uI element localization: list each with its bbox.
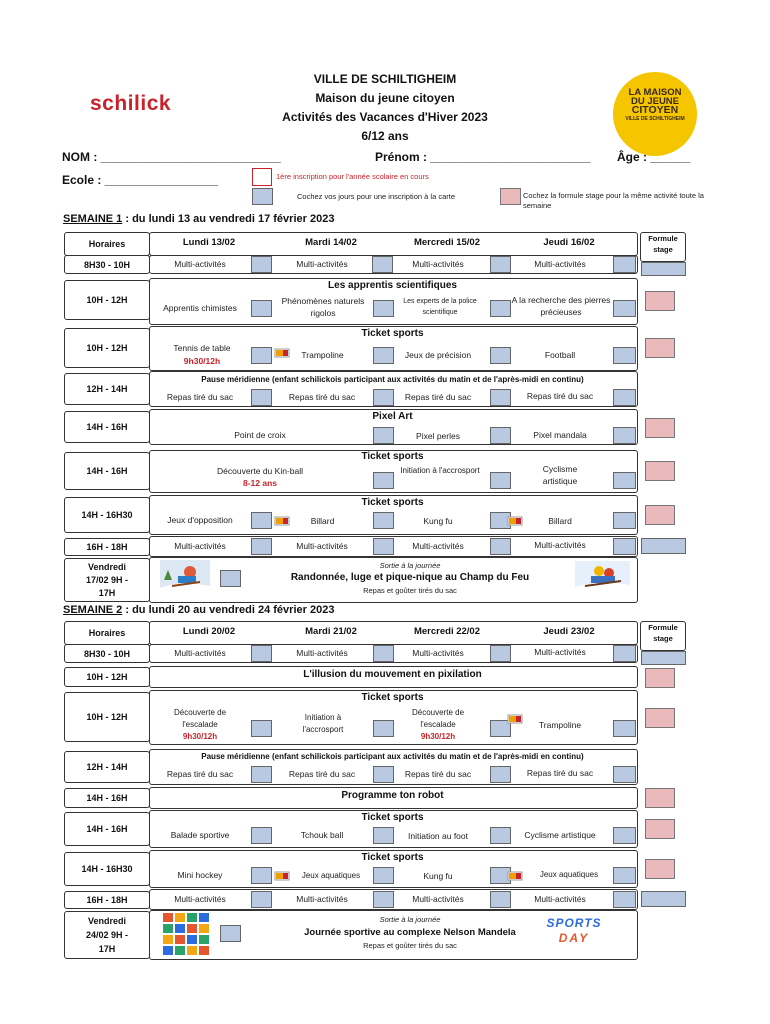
w1-r8-time: 16H - 18H: [64, 538, 150, 556]
w2-r6-title: Ticket sports: [361, 812, 424, 823]
w1-r9-time: Vendredi 17/02 9H - 17H: [64, 558, 150, 602]
w2-day-2: Mardi 21/02: [305, 626, 357, 637]
w1-r3-c1-time: 9h30/12h: [183, 356, 221, 366]
w2-r9-kicker: Sortie à la journée: [379, 915, 441, 924]
w1-r1-check-4[interactable]: [613, 256, 636, 273]
w1-r5-stage[interactable]: [645, 418, 675, 438]
w2-r4-c2: Repas tiré du sac: [288, 769, 356, 779]
w2-r5-time: 14H - 16H: [64, 788, 150, 808]
w1-r6-title: Ticket sports: [361, 451, 424, 462]
w1-r3-title: Ticket sports: [361, 328, 424, 339]
w1-r2-c2: Phénomènes naturels rigolos: [281, 296, 365, 318]
sled-kids-picture: [575, 561, 630, 597]
w1-r7-time: 14H - 16H30: [64, 497, 150, 533]
w1-r3-check-1[interactable]: [251, 347, 272, 364]
w2-r1-check-1[interactable]: [251, 645, 272, 662]
w2-r3-check-1[interactable]: [251, 720, 272, 737]
ticket-icon: [507, 868, 523, 878]
w1-r4-time: 12H - 14H: [64, 373, 150, 405]
w1-day-4: Jeudi 16/02: [543, 237, 595, 248]
w1-r1-c2: Multi-activités: [296, 259, 348, 269]
w1-r6-c1-age: 8-12 ans: [242, 478, 278, 488]
w1-r3-check-3[interactable]: [490, 347, 511, 364]
w1-r6-check-4[interactable]: [613, 472, 636, 489]
w1-r4-check-3[interactable]: [490, 389, 511, 406]
w1-r9-kicker: Sortie à la journée: [379, 561, 441, 570]
ticket-icon: [274, 868, 290, 878]
w2-r3-c3-time: 9h30/12h: [420, 732, 456, 741]
ages-title: 6/12 ans: [361, 129, 409, 143]
w1-r9-title: Randonnée, luge et pique-nique au Champ du Feu: [290, 572, 530, 583]
w2-r1-c4: Multi-activités: [534, 647, 586, 657]
w2-r1-c1: Multi-activités: [174, 648, 226, 658]
w1-r7-c1: Jeux d'opposition: [167, 515, 233, 525]
w2-r4-title: Pause méridienne (enfant schilickois participant aux activités du matin et de l'après-midi en continu): [201, 752, 584, 761]
w2-r5-title: Programme ton robot: [341, 790, 444, 801]
w2-r1-c2: Multi-activités: [296, 648, 348, 658]
w1-r8-c3: Multi-activités: [412, 541, 464, 551]
w1-r5-title: Pixel Art: [372, 411, 413, 422]
w1-r3-time: 10H - 12H: [64, 328, 150, 368]
w1-formule-head: Formule stage: [640, 232, 686, 262]
w1-r4-check-1[interactable]: [251, 389, 272, 406]
w2-r3-check-4[interactable]: [613, 720, 636, 737]
w2-r9-time: Vendredi 24/02 9H - 17H: [64, 911, 150, 959]
w1-r3-check-4[interactable]: [613, 347, 636, 364]
w1-r4-c3: Repas tiré du sac: [404, 392, 472, 402]
w1-r3-stage[interactable]: [645, 338, 675, 358]
legend-pink-swatch: [500, 188, 521, 205]
w2-r6-c1: Balade sportive: [170, 830, 230, 840]
ecole-field[interactable]: Ecole : _________________: [62, 173, 219, 187]
w2-r7-check-1[interactable]: [251, 867, 272, 884]
w2-formule-head: Formule stage: [640, 621, 686, 651]
w1-r2-stage[interactable]: [645, 291, 675, 311]
w1-r3-c3: Jeux de précision: [404, 350, 472, 360]
w2-r3-c2: Initiation à l'accrosport: [302, 713, 344, 734]
w2-r8-time: 16H - 18H: [64, 891, 150, 909]
w1-r1-c4: Multi-activités: [534, 259, 586, 269]
mjc-logo: LA MAISON DU JEUNE CITOYEN VILLE DE SCHILTIGHEIM: [613, 72, 697, 156]
w2-r4-time: 12H - 14H: [64, 751, 150, 783]
w1-r6-time: 14H - 16H: [64, 452, 150, 490]
w1-r6-check-3[interactable]: [490, 472, 511, 489]
w1-r1-c3: Multi-activités: [412, 259, 464, 269]
w1-r2-c1: Apprentis chimistes: [163, 303, 237, 313]
first-registration-checkbox[interactable]: [252, 168, 272, 186]
w1-r3-c1: Tennis de table: [173, 343, 231, 353]
w2-r7-check-4[interactable]: [613, 867, 636, 884]
week1-heading: SEMAINE 1 : du lundi 13 au vendredi 17 février 2023: [63, 213, 335, 225]
w2-r8-c2: Multi-activités: [296, 894, 348, 904]
org-title: Maison du jeune citoyen: [315, 91, 455, 105]
w2-day-4: Jeudi 23/02: [543, 626, 595, 637]
w1-r5-time: 14H - 16H: [64, 411, 150, 443]
week2-heading: SEMAINE 2 : du lundi 20 au vendredi 24 février 2023: [63, 604, 335, 616]
w1-r7-check-4[interactable]: [613, 512, 636, 529]
age-field[interactable]: Âge : ______: [617, 150, 691, 164]
w1-r7-stage[interactable]: [645, 505, 675, 525]
w1-r2-time: 10H - 12H: [64, 280, 150, 320]
w1-r7-check-1[interactable]: [251, 512, 272, 529]
w2-formule-blue-strip: [641, 651, 686, 665]
legend-red: 1ère inscription pour l'année scolaire en cours: [276, 172, 429, 181]
w1-r7-c3: Kung fu: [423, 516, 453, 526]
w2-r7-c1: Mini hockey: [177, 870, 223, 880]
w2-r4-check-4[interactable]: [613, 766, 636, 783]
w1-r5-check-4[interactable]: [613, 427, 636, 444]
w2-day-3: Mercredi 22/02: [413, 626, 480, 637]
w1-r2-check-1[interactable]: [251, 300, 272, 317]
w2-r3-c3: Découverte de l'escalade: [411, 708, 465, 729]
w1-r8-formule-strip: [641, 538, 686, 554]
w2-r3-title: Ticket sports: [361, 692, 424, 703]
w2-r3-check-2[interactable]: [373, 720, 394, 737]
w2-r3-time: 10H - 12H: [64, 692, 150, 742]
w2-r8-formule-strip: [641, 891, 686, 907]
w1-r9-check[interactable]: [220, 570, 241, 587]
w1-r1-c1: Multi-activités: [174, 259, 226, 269]
w1-r2-check-4[interactable]: [613, 300, 636, 317]
w2-r1-check-3[interactable]: [490, 645, 511, 662]
w2-r1-c3: Multi-activités: [412, 648, 464, 658]
w1-horaires-head: Horaires: [64, 232, 150, 256]
schilick-logo: schilick: [90, 92, 172, 115]
w1-r6-check-2[interactable]: [373, 472, 394, 489]
w2-r6-check-4[interactable]: [613, 827, 636, 844]
w2-r6-check-1[interactable]: [251, 827, 272, 844]
w1-r2-title: Les apprentis scientifiques: [328, 280, 457, 291]
w2-r7-stage[interactable]: [645, 859, 675, 879]
w2-r6-stage[interactable]: [645, 819, 675, 839]
w2-r8-c1: Multi-activités: [174, 894, 226, 904]
sledding-picture: [160, 560, 210, 598]
w1-r1-check-1[interactable]: [251, 256, 272, 273]
prenom-field[interactable]: Prénom : ________________________: [375, 150, 591, 164]
w1-day-2: Mardi 14/02: [305, 237, 357, 248]
w1-r4-check-4[interactable]: [613, 389, 636, 406]
w1-r8-check-3[interactable]: [490, 538, 511, 555]
w1-r8-c2: Multi-activités: [296, 541, 348, 551]
w2-r3-stage[interactable]: [645, 708, 675, 728]
w1-r5-c2: Pixel perles: [416, 431, 460, 441]
w1-r8-c1: Multi-activités: [174, 541, 226, 551]
w1-r4-c4: Repas tiré du sac: [526, 391, 594, 401]
w2-r5-stage[interactable]: [645, 788, 675, 808]
nom-field[interactable]: NOM : ___________________________: [62, 150, 281, 164]
w1-r4-c2: Repas tiré du sac: [288, 392, 356, 402]
w2-r4-c1: Repas tiré du sac: [166, 769, 234, 779]
sports-icons-picture: [162, 912, 210, 956]
w2-r9-sub: Repas et goûter tirés du sac: [363, 941, 457, 950]
w1-r1-time: 8H30 - 10H: [64, 255, 150, 274]
w2-r4-c4: Repas tiré du sac: [526, 768, 594, 778]
w2-r6-c4: Cyclisme artistique: [524, 830, 596, 840]
w2-r7-title: Ticket sports: [361, 852, 424, 863]
w1-r6-c2: Initiation à l'accrosport: [400, 466, 480, 475]
w1-r6-stage[interactable]: [645, 461, 675, 481]
w2-r6-c2: Tchouk ball: [300, 830, 344, 840]
w2-r9-check[interactable]: [220, 925, 241, 942]
w2-r2-time: 10H - 12H: [64, 667, 150, 687]
w1-r4-title: Pause méridienne (enfant schilickois participant aux activités du matin et de l'après-midi en continu): [201, 375, 584, 384]
w2-r2-stage[interactable]: [645, 668, 675, 688]
legend-pink: Cochez la formule stage pour la même activité toute la semaine: [523, 191, 704, 210]
w2-r4-check-3[interactable]: [490, 766, 511, 783]
w2-r6-c3: Initiation au foot: [407, 831, 468, 841]
w2-r8-check-3[interactable]: [490, 891, 511, 908]
w2-r7-time: 14H - 16H30: [64, 852, 150, 886]
w1-formule-blue-strip: [641, 262, 686, 276]
w2-r8-check-1[interactable]: [251, 891, 272, 908]
w1-r1-check-3[interactable]: [490, 256, 511, 273]
w2-r3-c4: Trampoline: [538, 720, 582, 730]
w1-day-1: Lundi 13/02: [182, 237, 236, 248]
w2-r7-c3: Kung fu: [423, 871, 453, 881]
w1-r2-check-3[interactable]: [490, 300, 511, 317]
w1-r2-check-2[interactable]: [373, 300, 394, 317]
program-title: Activités des Vacances d'Hiver 2023: [282, 110, 488, 124]
w2-r8-check-4[interactable]: [613, 891, 636, 908]
w1-r7-c2: Billard: [310, 516, 335, 526]
w2-r7-c4: Jeux aquatiques: [539, 870, 599, 879]
w2-r3-c1-time: 9h30/12h: [182, 732, 218, 741]
city-title: VILLE DE SCHILTIGHEIM: [313, 72, 457, 86]
legend-blue-swatch: [252, 188, 273, 205]
w2-r4-c3: Repas tiré du sac: [404, 769, 472, 779]
w1-r7-title: Ticket sports: [361, 497, 424, 508]
w2-day-1: Lundi 20/02: [182, 626, 236, 637]
w1-r8-check-1[interactable]: [251, 538, 272, 555]
w1-r8-check-4[interactable]: [613, 538, 636, 555]
w1-r3-c2: Trampoline: [301, 350, 344, 360]
w1-r2-c4: A la recherche des pierres précieuses: [511, 295, 611, 317]
w2-horaires-head: Horaires: [64, 621, 150, 645]
w2-r8-c3: Multi-activités: [412, 894, 464, 904]
w2-r3-c1: Découverte de l'escalade: [173, 708, 227, 729]
w1-r6-c1: Découverte du Kin-ball: [217, 466, 303, 476]
w2-r6-time: 14H - 16H: [64, 812, 150, 846]
w1-r6-c3: Cyclisme artistique: [542, 464, 578, 486]
w1-r4-c1: Repas tiré du sac: [166, 392, 234, 402]
sports-day-badge: SPORTS DAY: [546, 916, 602, 945]
w2-r2-title: L'illusion du mouvement en pixilation: [303, 669, 482, 680]
w1-r8-c4: Multi-activités: [534, 540, 586, 550]
w2-r8-c4: Multi-activités: [534, 894, 586, 904]
w1-day-3: Mercredi 15/02: [413, 237, 480, 248]
w1-r9-sub: Repas et goûter tirés du sac: [363, 586, 457, 595]
w1-r3-c4: Football: [544, 350, 576, 360]
w1-r5-check-3[interactable]: [490, 427, 511, 444]
w2-r7-c2: Jeux aquatiques: [301, 871, 361, 880]
w2-r1-time: 8H30 - 10H: [64, 644, 150, 663]
w2-r1-check-4[interactable]: [613, 645, 636, 662]
w1-r5-c3: Pixel mandala: [533, 430, 587, 440]
w2-r4-check-1[interactable]: [251, 766, 272, 783]
w2-r9-title: Journée sportive au complexe Nelson Mandela: [304, 927, 516, 938]
legend-blue: Cochez vos jours pour une inscription à la carte: [297, 192, 455, 201]
w1-r2-c3: Les experts de la police scientifique: [403, 298, 477, 316]
w2-r6-check-3[interactable]: [490, 827, 511, 844]
w1-r7-c4: Billard: [548, 516, 572, 526]
w1-r5-c1: Point de croix: [234, 430, 286, 440]
